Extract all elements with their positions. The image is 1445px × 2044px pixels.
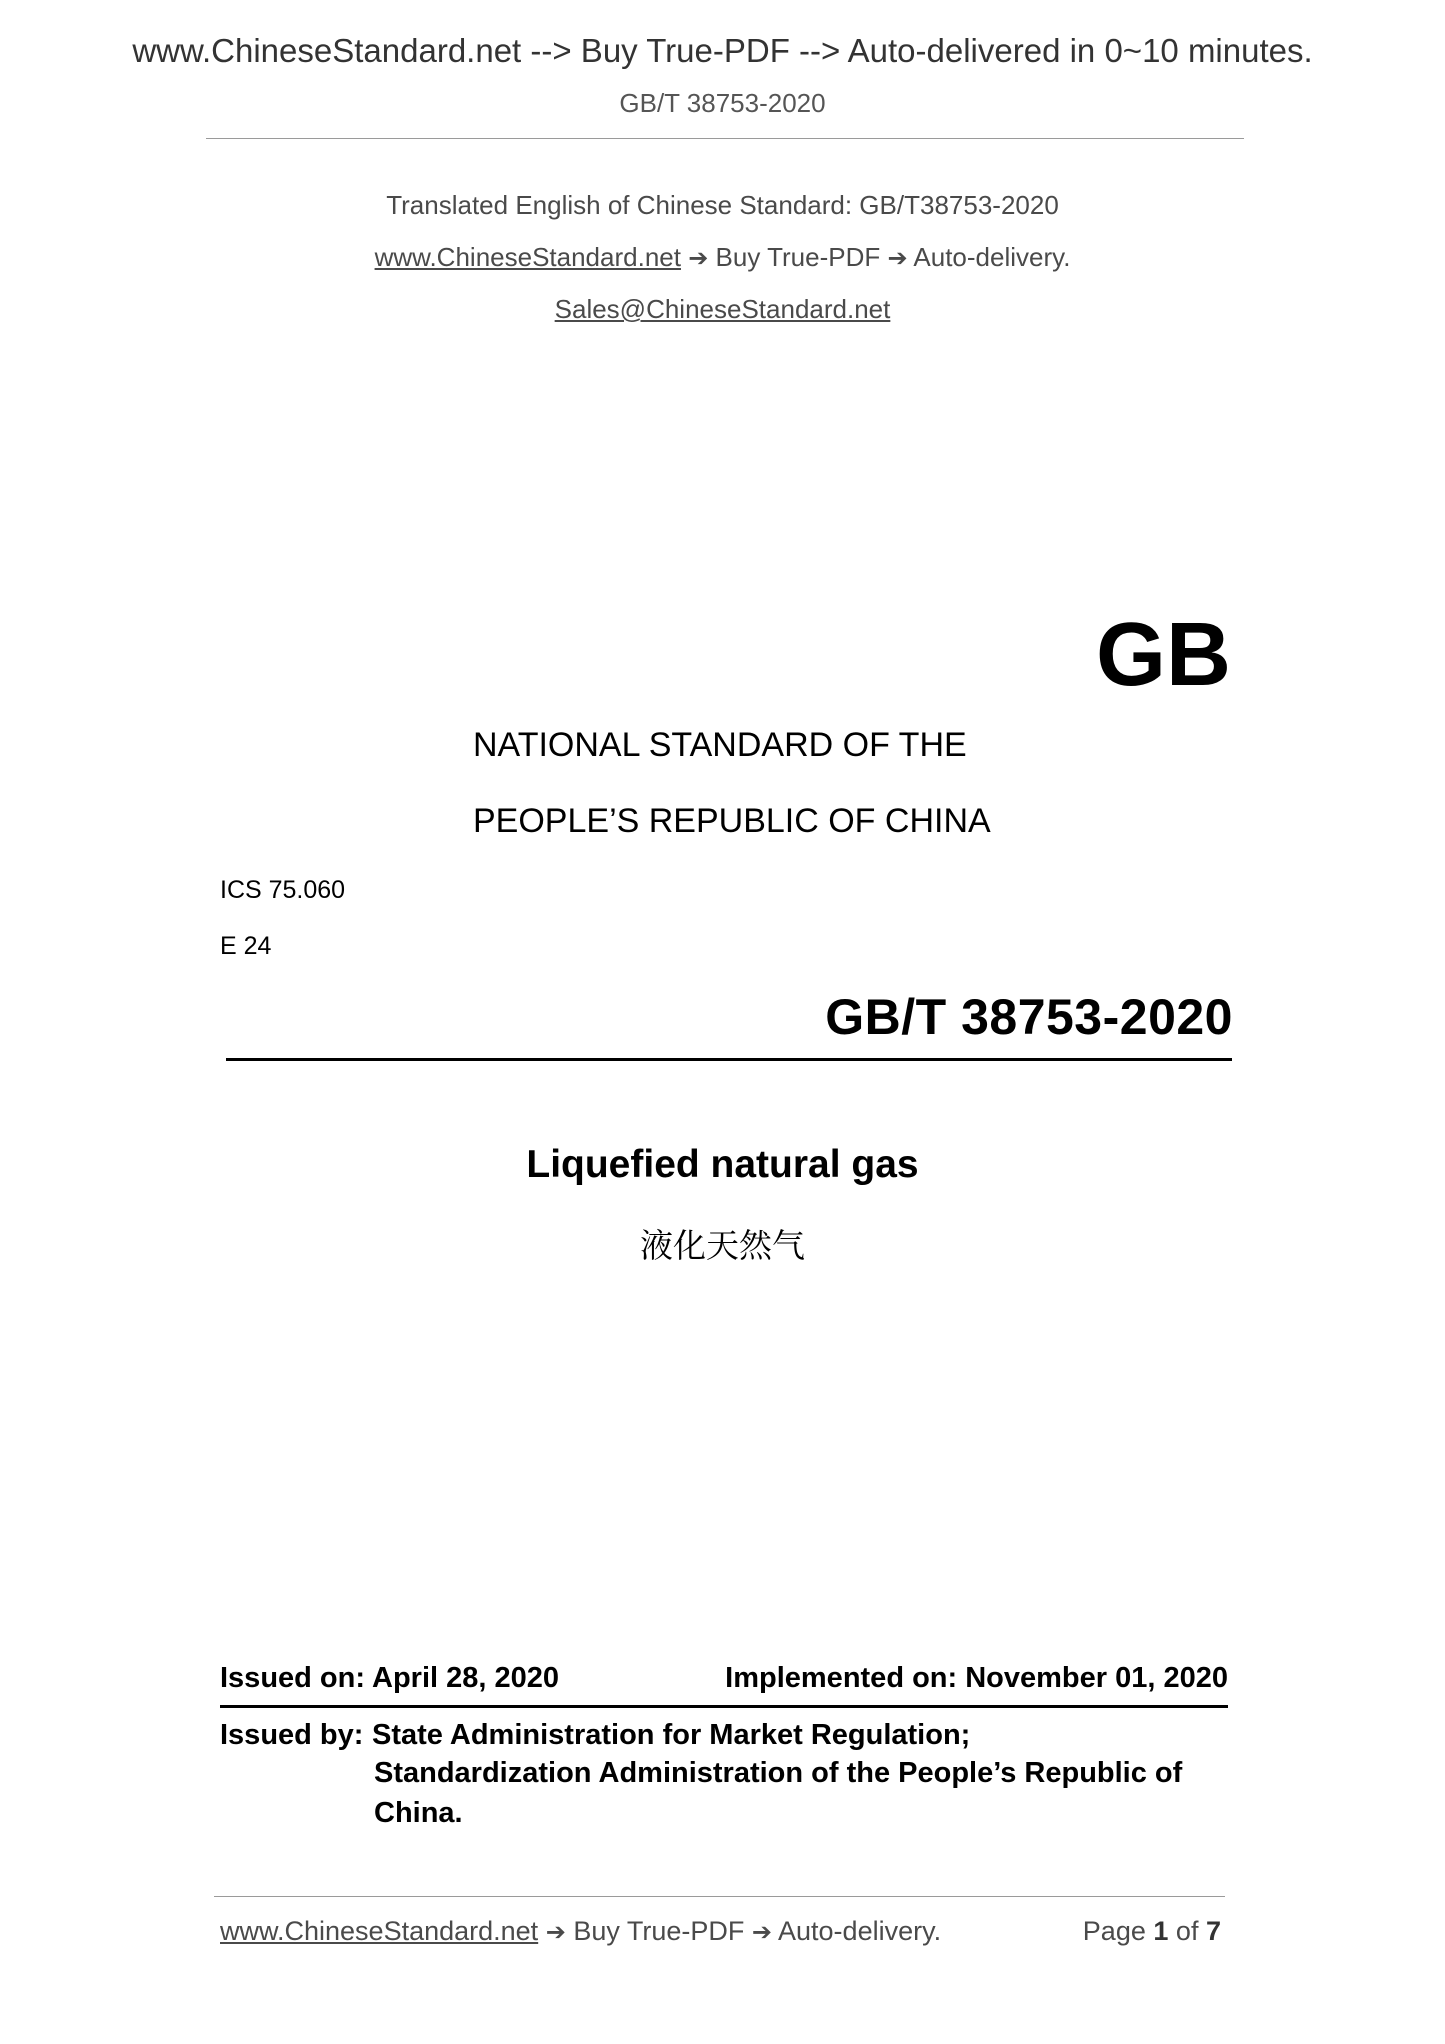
issued-by-line2: Standardization Administration of the People’s Republic of bbox=[374, 1757, 1183, 1789]
page-total: 7 bbox=[1205, 1916, 1221, 1946]
page-of: of bbox=[1175, 1916, 1199, 1946]
page-label: Page bbox=[1082, 1916, 1146, 1946]
issued-by-line3: China. bbox=[374, 1797, 463, 1829]
title-cn: 液化天然气 bbox=[640, 1226, 805, 1265]
national-standard-line1: NATIONAL STANDARD OF THE bbox=[473, 726, 967, 764]
code-underline bbox=[226, 1058, 1232, 1061]
implemented-on: Implemented on: November 01, 2020 bbox=[725, 1662, 1228, 1694]
issuance-divider bbox=[220, 1705, 1228, 1708]
issued-by-label: Issued by: bbox=[220, 1719, 364, 1751]
arrow-right-icon: ➔ bbox=[751, 1919, 772, 1946]
arrow-right-icon: ➔ bbox=[887, 245, 908, 272]
footer-links bbox=[220, 1916, 941, 1947]
site-link[interactable]: www.ChineseStandard.net bbox=[374, 242, 681, 272]
ccs-code: E 24 bbox=[220, 932, 272, 960]
header-standard-code: GB/T 38753-2020 bbox=[619, 88, 826, 118]
email-row bbox=[0, 294, 1445, 325]
delivery-text: Auto-delivery. bbox=[913, 242, 1071, 272]
translation-links bbox=[0, 242, 1445, 273]
footer-buy-text: Buy True-PDF bbox=[573, 1916, 745, 1946]
issued-on: Issued on: April 28, 2020 bbox=[220, 1662, 559, 1694]
standard-code: GB/T 38753-2020 bbox=[825, 989, 1233, 1045]
arrow-right-icon: ➔ bbox=[688, 245, 709, 272]
translation-notice: Translated English of Chinese Standard: GB/T38753-2020 bbox=[386, 190, 1059, 220]
email-link[interactable]: Sales@ChineseStandard.net bbox=[554, 294, 891, 324]
footer-site-link[interactable]: www.ChineseStandard.net bbox=[220, 1916, 539, 1946]
gb-mark: GB bbox=[1096, 605, 1231, 705]
footer-delivery-text: Auto-delivery. bbox=[778, 1916, 942, 1946]
page-indicator bbox=[1083, 1916, 1221, 1947]
issued-by-line1: State Administration for Market Regulation; bbox=[372, 1719, 971, 1751]
title-en: Liquefied natural gas bbox=[526, 1143, 919, 1186]
buy-text: Buy True-PDF bbox=[715, 242, 881, 272]
ics-code: ICS 75.060 bbox=[220, 876, 346, 904]
header-divider bbox=[206, 138, 1244, 139]
top-banner: www.ChineseStandard.net --> Buy True-PDF --> Auto-delivered in 0~10 minutes. bbox=[132, 32, 1313, 69]
arrow-right-icon: ➔ bbox=[545, 1919, 566, 1946]
page-current: 1 bbox=[1153, 1916, 1169, 1946]
footer-divider bbox=[214, 1896, 1225, 1897]
national-standard-line2: PEOPLE’S REPUBLIC OF CHINA bbox=[473, 802, 991, 840]
